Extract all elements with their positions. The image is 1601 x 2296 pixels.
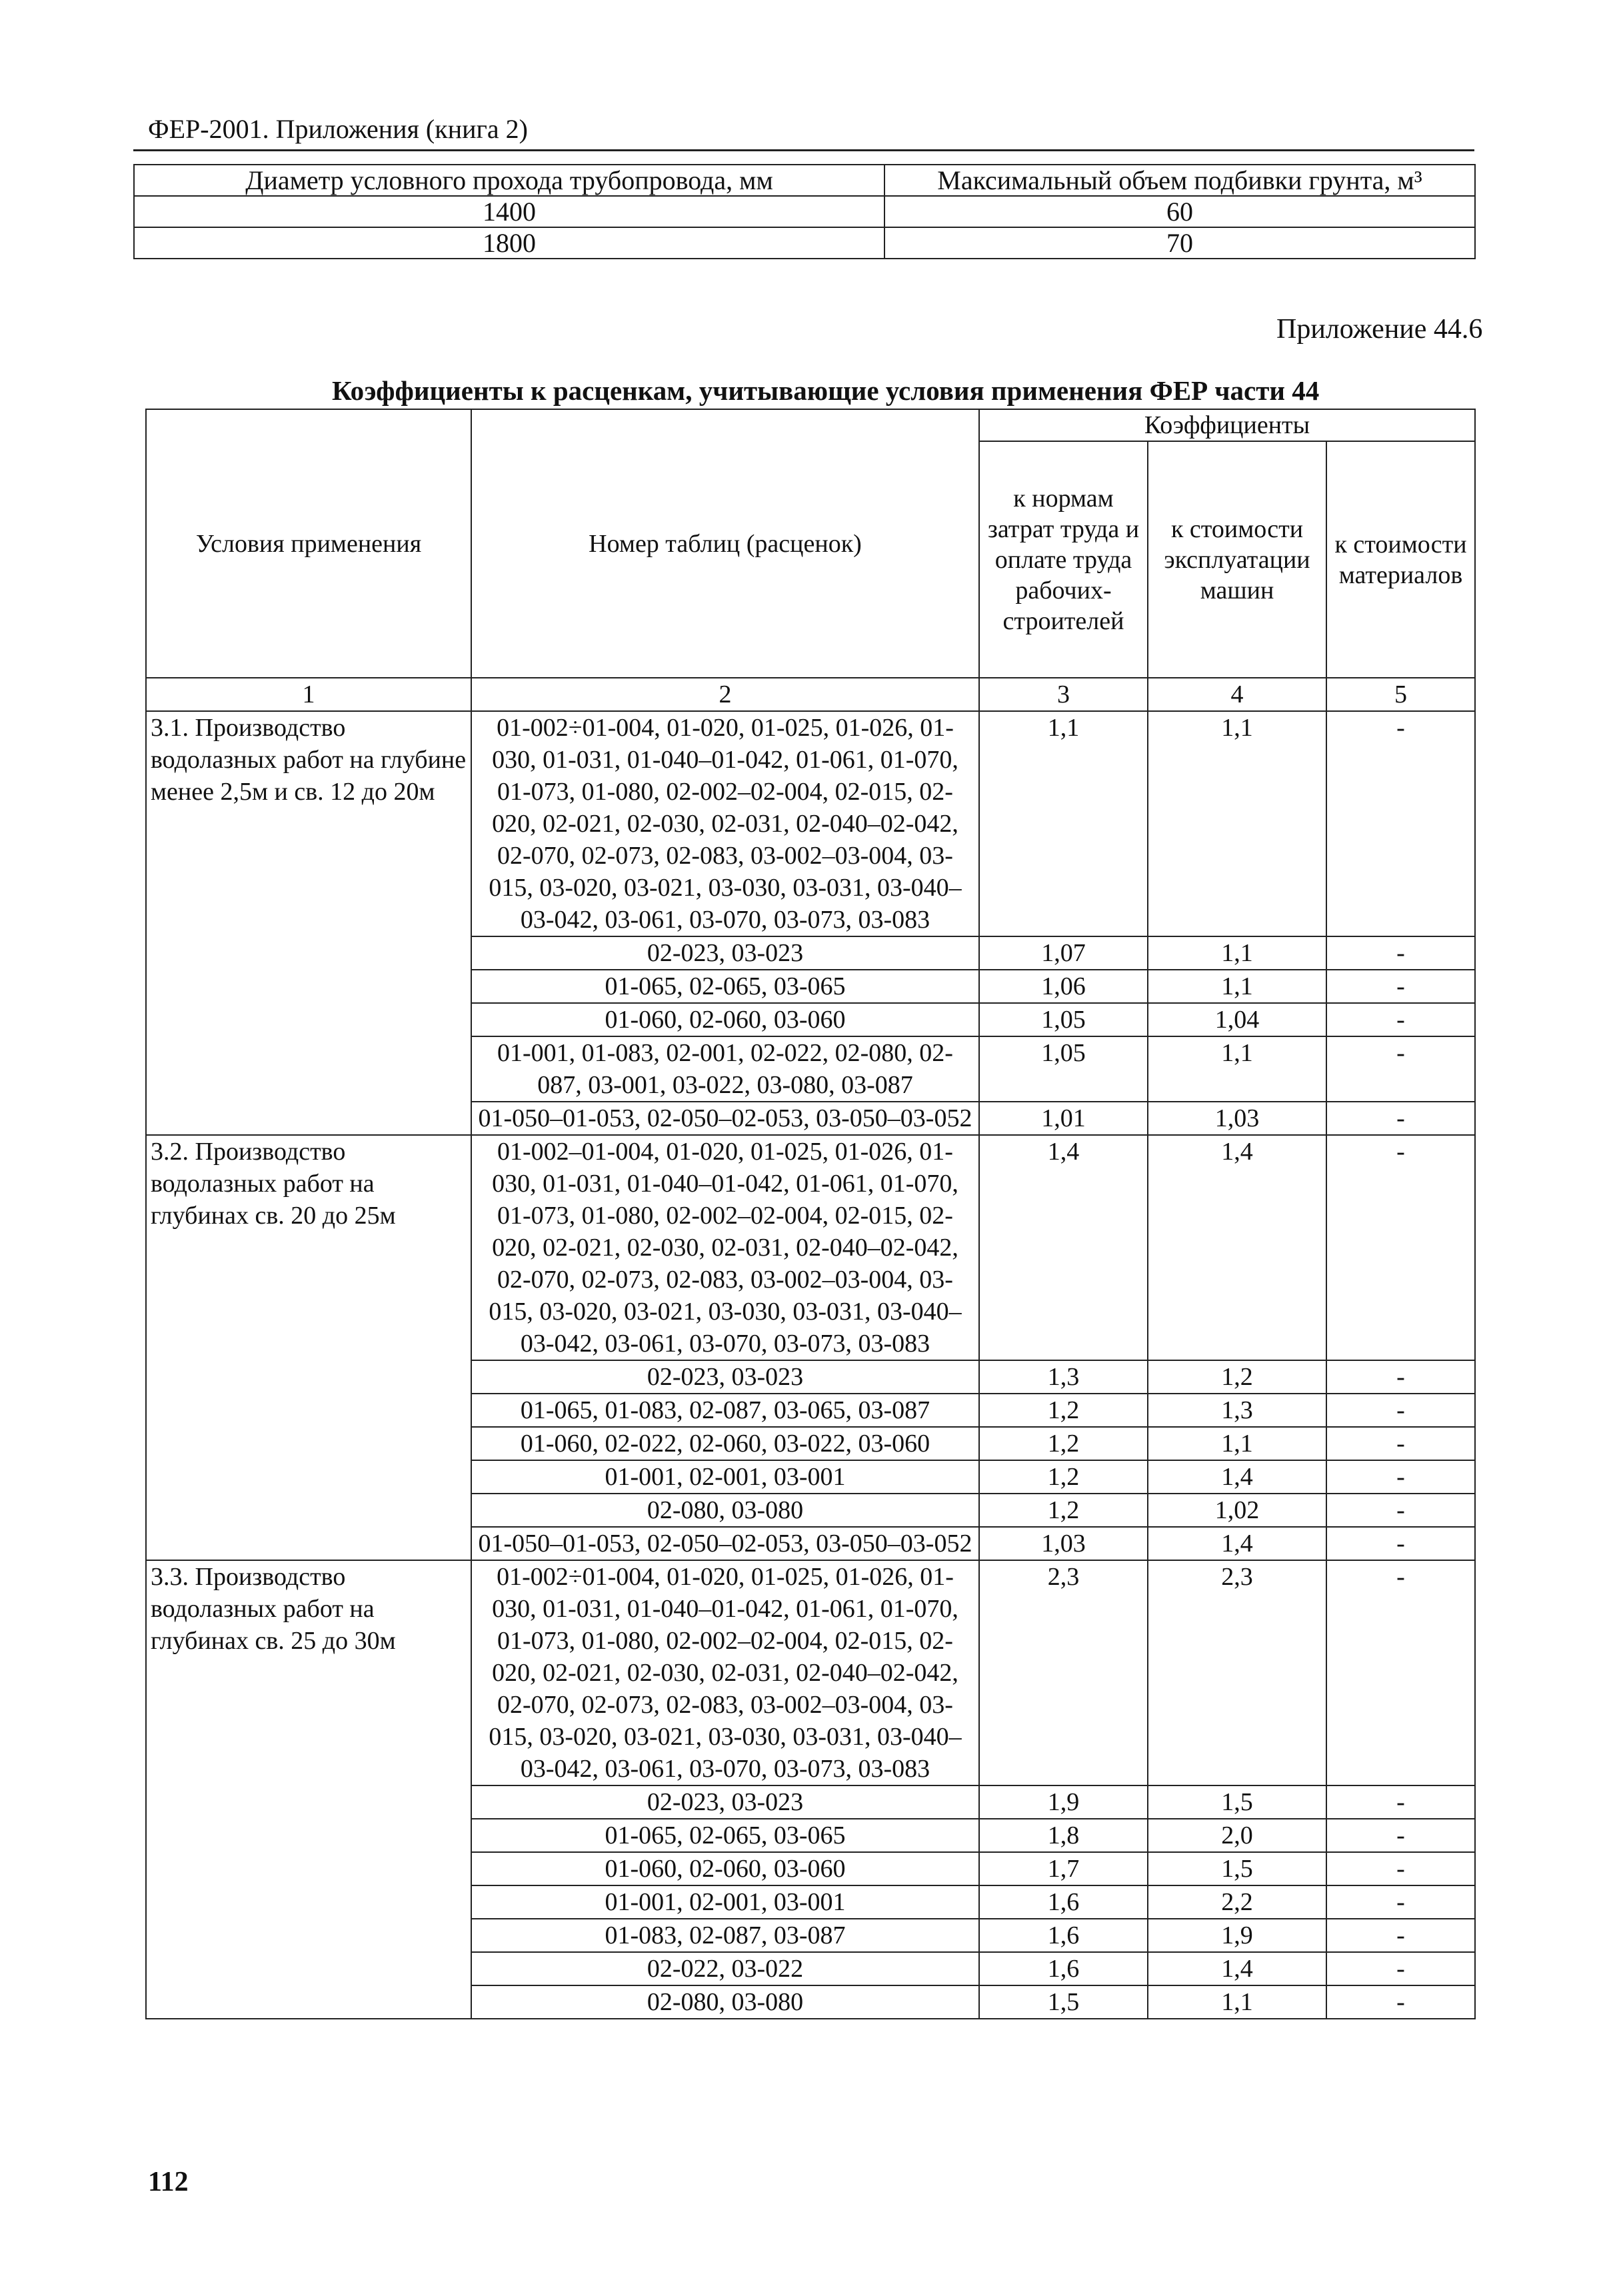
coefficients-table xyxy=(145,409,1476,2019)
column-number: 1 xyxy=(146,678,471,711)
labor-coefficient: 1,2 xyxy=(979,1494,1148,1527)
table-numbers-cell: 01-002÷01-004, 01-020, 01-025, 01-026, 01-030, 01-031, 01-040–01-042, 01-061, 01-070, 01-073, 01-080, 02-002–02-004, 02-015, 02-020, 02-021, 02-030, 02-031, 02-040–02-042, 02-070, 02-073, 02-083, 03-002–03-004, 03-015, 03-020, 03-021, 03-030, 03-031, 03-040–03-042, 03-061, 03-070, 03-073, 03-083 xyxy=(471,711,979,936)
labor-coefficient: 1,5 xyxy=(979,1985,1148,2019)
table-numbers-cell: 01-060, 02-022, 02-060, 03-022, 03-060 xyxy=(471,1427,979,1460)
labor-coefficient: 1,03 xyxy=(979,1527,1148,1560)
materials-coefficient: - xyxy=(1326,711,1475,936)
machines-coefficient: 1,03 xyxy=(1148,1102,1326,1135)
machines-coefficient: 1,1 xyxy=(1148,1036,1326,1102)
materials-coefficient: - xyxy=(1326,1985,1475,2019)
column-number-row xyxy=(146,678,1475,711)
materials-coefficient: - xyxy=(1326,1527,1475,1560)
labor-coefficient: 1,01 xyxy=(979,1102,1148,1135)
machines-coefficient: 1,1 xyxy=(1148,1985,1326,2019)
materials-coefficient: - xyxy=(1326,1394,1475,1427)
labor-coefficient: 1,2 xyxy=(979,1427,1148,1460)
column-number: 4 xyxy=(1148,678,1326,711)
machines-coefficient: 1,1 xyxy=(1148,936,1326,970)
machines-coefficient: 1,5 xyxy=(1148,1852,1326,1885)
materials-coefficient: - xyxy=(1326,970,1475,1003)
pipe-diameter-table xyxy=(133,164,1476,259)
labor-coefficient: 1,05 xyxy=(979,1003,1148,1036)
table-numbers-cell: 02-023, 03-023 xyxy=(471,936,979,970)
running-head: ФЕР-2001. Приложения (книга 2) xyxy=(148,114,528,144)
header-cell: Максимальный объем подбивки грунта, м³ xyxy=(884,165,1475,196)
machines-coefficient: 1,4 xyxy=(1148,1527,1326,1560)
condition-cell: 3.2. Производство водолазных работ на глубинах св. 20 до 25м xyxy=(146,1135,471,1560)
column-number: 2 xyxy=(471,678,979,711)
labor-coefficient: 1,2 xyxy=(979,1394,1148,1427)
materials-coefficient: - xyxy=(1326,1360,1475,1394)
labor-coefficient: 1,9 xyxy=(979,1785,1148,1819)
machines-coefficient: 2,0 xyxy=(1148,1819,1326,1852)
labor-coefficient: 1,3 xyxy=(979,1360,1148,1394)
table-header-row xyxy=(146,409,1475,441)
table-numbers-cell: 01-065, 02-065, 03-065 xyxy=(471,1819,979,1852)
machines-coefficient: 1,4 xyxy=(1148,1460,1326,1494)
table-row xyxy=(134,165,1475,196)
column-number: 3 xyxy=(979,678,1148,711)
labor-coefficient: 1,06 xyxy=(979,970,1148,1003)
table-numbers-cell: 01-001, 01-083, 02-001, 02-022, 02-080, 02-087, 03-001, 03-022, 03-080, 03-087 xyxy=(471,1036,979,1102)
table-row xyxy=(134,196,1475,227)
table-numbers-cell: 01-050–01-053, 02-050–02-053, 03-050–03-052 xyxy=(471,1527,979,1560)
table-row xyxy=(146,711,1475,936)
materials-coefficient: - xyxy=(1326,1102,1475,1135)
machines-coefficient: 1,1 xyxy=(1148,970,1326,1003)
machines-coefficient: 1,4 xyxy=(1148,1952,1326,1985)
machines-coefficient: 1,2 xyxy=(1148,1360,1326,1394)
table-title: Коэффициенты к расценкам, учитывающие условия применения ФЕР части 44 xyxy=(332,375,1320,406)
header-materials: к стоимости материалов xyxy=(1326,441,1475,678)
machines-coefficient: 1,1 xyxy=(1148,711,1326,936)
labor-coefficient: 1,2 xyxy=(979,1460,1148,1494)
table-numbers-cell: 01-001, 02-001, 03-001 xyxy=(471,1885,979,1919)
condition-cell: 3.3. Производство водолазных работ на глубинах св. 25 до 30м xyxy=(146,1560,471,2019)
table-numbers-cell: 02-080, 03-080 xyxy=(471,1494,979,1527)
table-cell: 60 xyxy=(884,196,1475,227)
labor-coefficient: 1,6 xyxy=(979,1952,1148,1985)
table-numbers-cell: 01-060, 02-060, 03-060 xyxy=(471,1003,979,1036)
materials-coefficient: - xyxy=(1326,1135,1475,1360)
labor-coefficient: 1,7 xyxy=(979,1852,1148,1885)
table-row xyxy=(146,1135,1475,1360)
table-numbers-cell: 01-060, 02-060, 03-060 xyxy=(471,1852,979,1885)
table-numbers-cell: 01-002÷01-004, 01-020, 01-025, 01-026, 01-030, 01-031, 01-040–01-042, 01-061, 01-070, 01-073, 01-080, 02-002–02-004, 02-015, 02-020, 02-021, 02-030, 02-031, 02-040–02-042, 02-070, 02-073, 02-083, 03-002–03-004, 03-015, 03-020, 03-021, 03-030, 03-031, 03-040–03-042, 03-061, 03-070, 03-073, 03-083 xyxy=(471,1560,979,1785)
table-numbers-cell: 02-023, 03-023 xyxy=(471,1785,979,1819)
header-coefficients: Коэффициенты xyxy=(979,409,1475,441)
materials-coefficient: - xyxy=(1326,1036,1475,1102)
table-row xyxy=(146,1560,1475,1785)
page-number: 112 xyxy=(148,2167,189,2197)
labor-coefficient: 1,05 xyxy=(979,1036,1148,1102)
materials-coefficient: - xyxy=(1326,1852,1475,1885)
header-table-numbers: Номер таблиц (расценок) xyxy=(471,409,979,678)
table-numbers-cell: 01-083, 02-087, 03-087 xyxy=(471,1919,979,1952)
machines-coefficient: 1,04 xyxy=(1148,1003,1326,1036)
header-cell: Диаметр условного прохода трубопровода, мм xyxy=(134,165,884,196)
appendix-label: Приложение 44.6 xyxy=(1276,314,1483,345)
table-numbers-cell: 01-001, 02-001, 03-001 xyxy=(471,1460,979,1494)
machines-coefficient: 1,02 xyxy=(1148,1494,1326,1527)
materials-coefficient: - xyxy=(1326,1494,1475,1527)
materials-coefficient: - xyxy=(1326,1560,1475,1785)
materials-coefficient: - xyxy=(1326,1427,1475,1460)
header-labor: к нормам затрат труда и оплате труда рабочих-строителей xyxy=(979,441,1148,678)
materials-coefficient: - xyxy=(1326,1952,1475,1985)
labor-coefficient: 2,3 xyxy=(979,1560,1148,1785)
table-cell: 70 xyxy=(884,227,1475,259)
header-conditions: Условия применения xyxy=(146,409,471,678)
table-numbers-cell: 01-065, 01-083, 02-087, 03-065, 03-087 xyxy=(471,1394,979,1427)
materials-coefficient: - xyxy=(1326,1919,1475,1952)
table-cell: 1800 xyxy=(134,227,884,259)
table-numbers-cell: 02-023, 03-023 xyxy=(471,1360,979,1394)
header-rule xyxy=(133,149,1474,151)
machines-coefficient: 2,3 xyxy=(1148,1560,1326,1785)
labor-coefficient: 1,4 xyxy=(979,1135,1148,1360)
labor-coefficient: 1,07 xyxy=(979,936,1148,970)
table-cell: 1400 xyxy=(134,196,884,227)
materials-coefficient: - xyxy=(1326,1785,1475,1819)
labor-coefficient: 1,1 xyxy=(979,711,1148,936)
condition-cell: 3.1. Производство водолазных работ на глубине менее 2,5м и св. 12 до 20м xyxy=(146,711,471,1135)
labor-coefficient: 1,6 xyxy=(979,1919,1148,1952)
table-numbers-cell: 01-002–01-004, 01-020, 01-025, 01-026, 01-030, 01-031, 01-040–01-042, 01-061, 01-070, 01-073, 01-080, 02-002–02-004, 02-015, 02-020, 02-021, 02-030, 02-031, 02-040–02-042, 02-070, 02-073, 02-083, 03-002–03-004, 03-015, 03-020, 03-021, 03-030, 03-031, 03-040–03-042, 03-061, 03-070, 03-073, 03-083 xyxy=(471,1135,979,1360)
header-machines: к стоимости эксплуатации машин xyxy=(1148,441,1326,678)
materials-coefficient: - xyxy=(1326,1003,1475,1036)
materials-coefficient: - xyxy=(1326,1819,1475,1852)
column-number: 5 xyxy=(1326,678,1475,711)
machines-coefficient: 1,4 xyxy=(1148,1135,1326,1360)
labor-coefficient: 1,8 xyxy=(979,1819,1148,1852)
table-numbers-cell: 01-065, 02-065, 03-065 xyxy=(471,970,979,1003)
labor-coefficient: 1,6 xyxy=(979,1885,1148,1919)
table-numbers-cell: 01-050–01-053, 02-050–02-053, 03-050–03-052 xyxy=(471,1102,979,1135)
materials-coefficient: - xyxy=(1326,1885,1475,1919)
table-numbers-cell: 02-080, 03-080 xyxy=(471,1985,979,2019)
machines-coefficient: 1,5 xyxy=(1148,1785,1326,1819)
machines-coefficient: 1,1 xyxy=(1148,1427,1326,1460)
machines-coefficient: 2,2 xyxy=(1148,1885,1326,1919)
table-numbers-cell: 02-022, 03-022 xyxy=(471,1952,979,1985)
machines-coefficient: 1,3 xyxy=(1148,1394,1326,1427)
table-row xyxy=(134,227,1475,259)
machines-coefficient: 1,9 xyxy=(1148,1919,1326,1952)
materials-coefficient: - xyxy=(1326,1460,1475,1494)
materials-coefficient: - xyxy=(1326,936,1475,970)
